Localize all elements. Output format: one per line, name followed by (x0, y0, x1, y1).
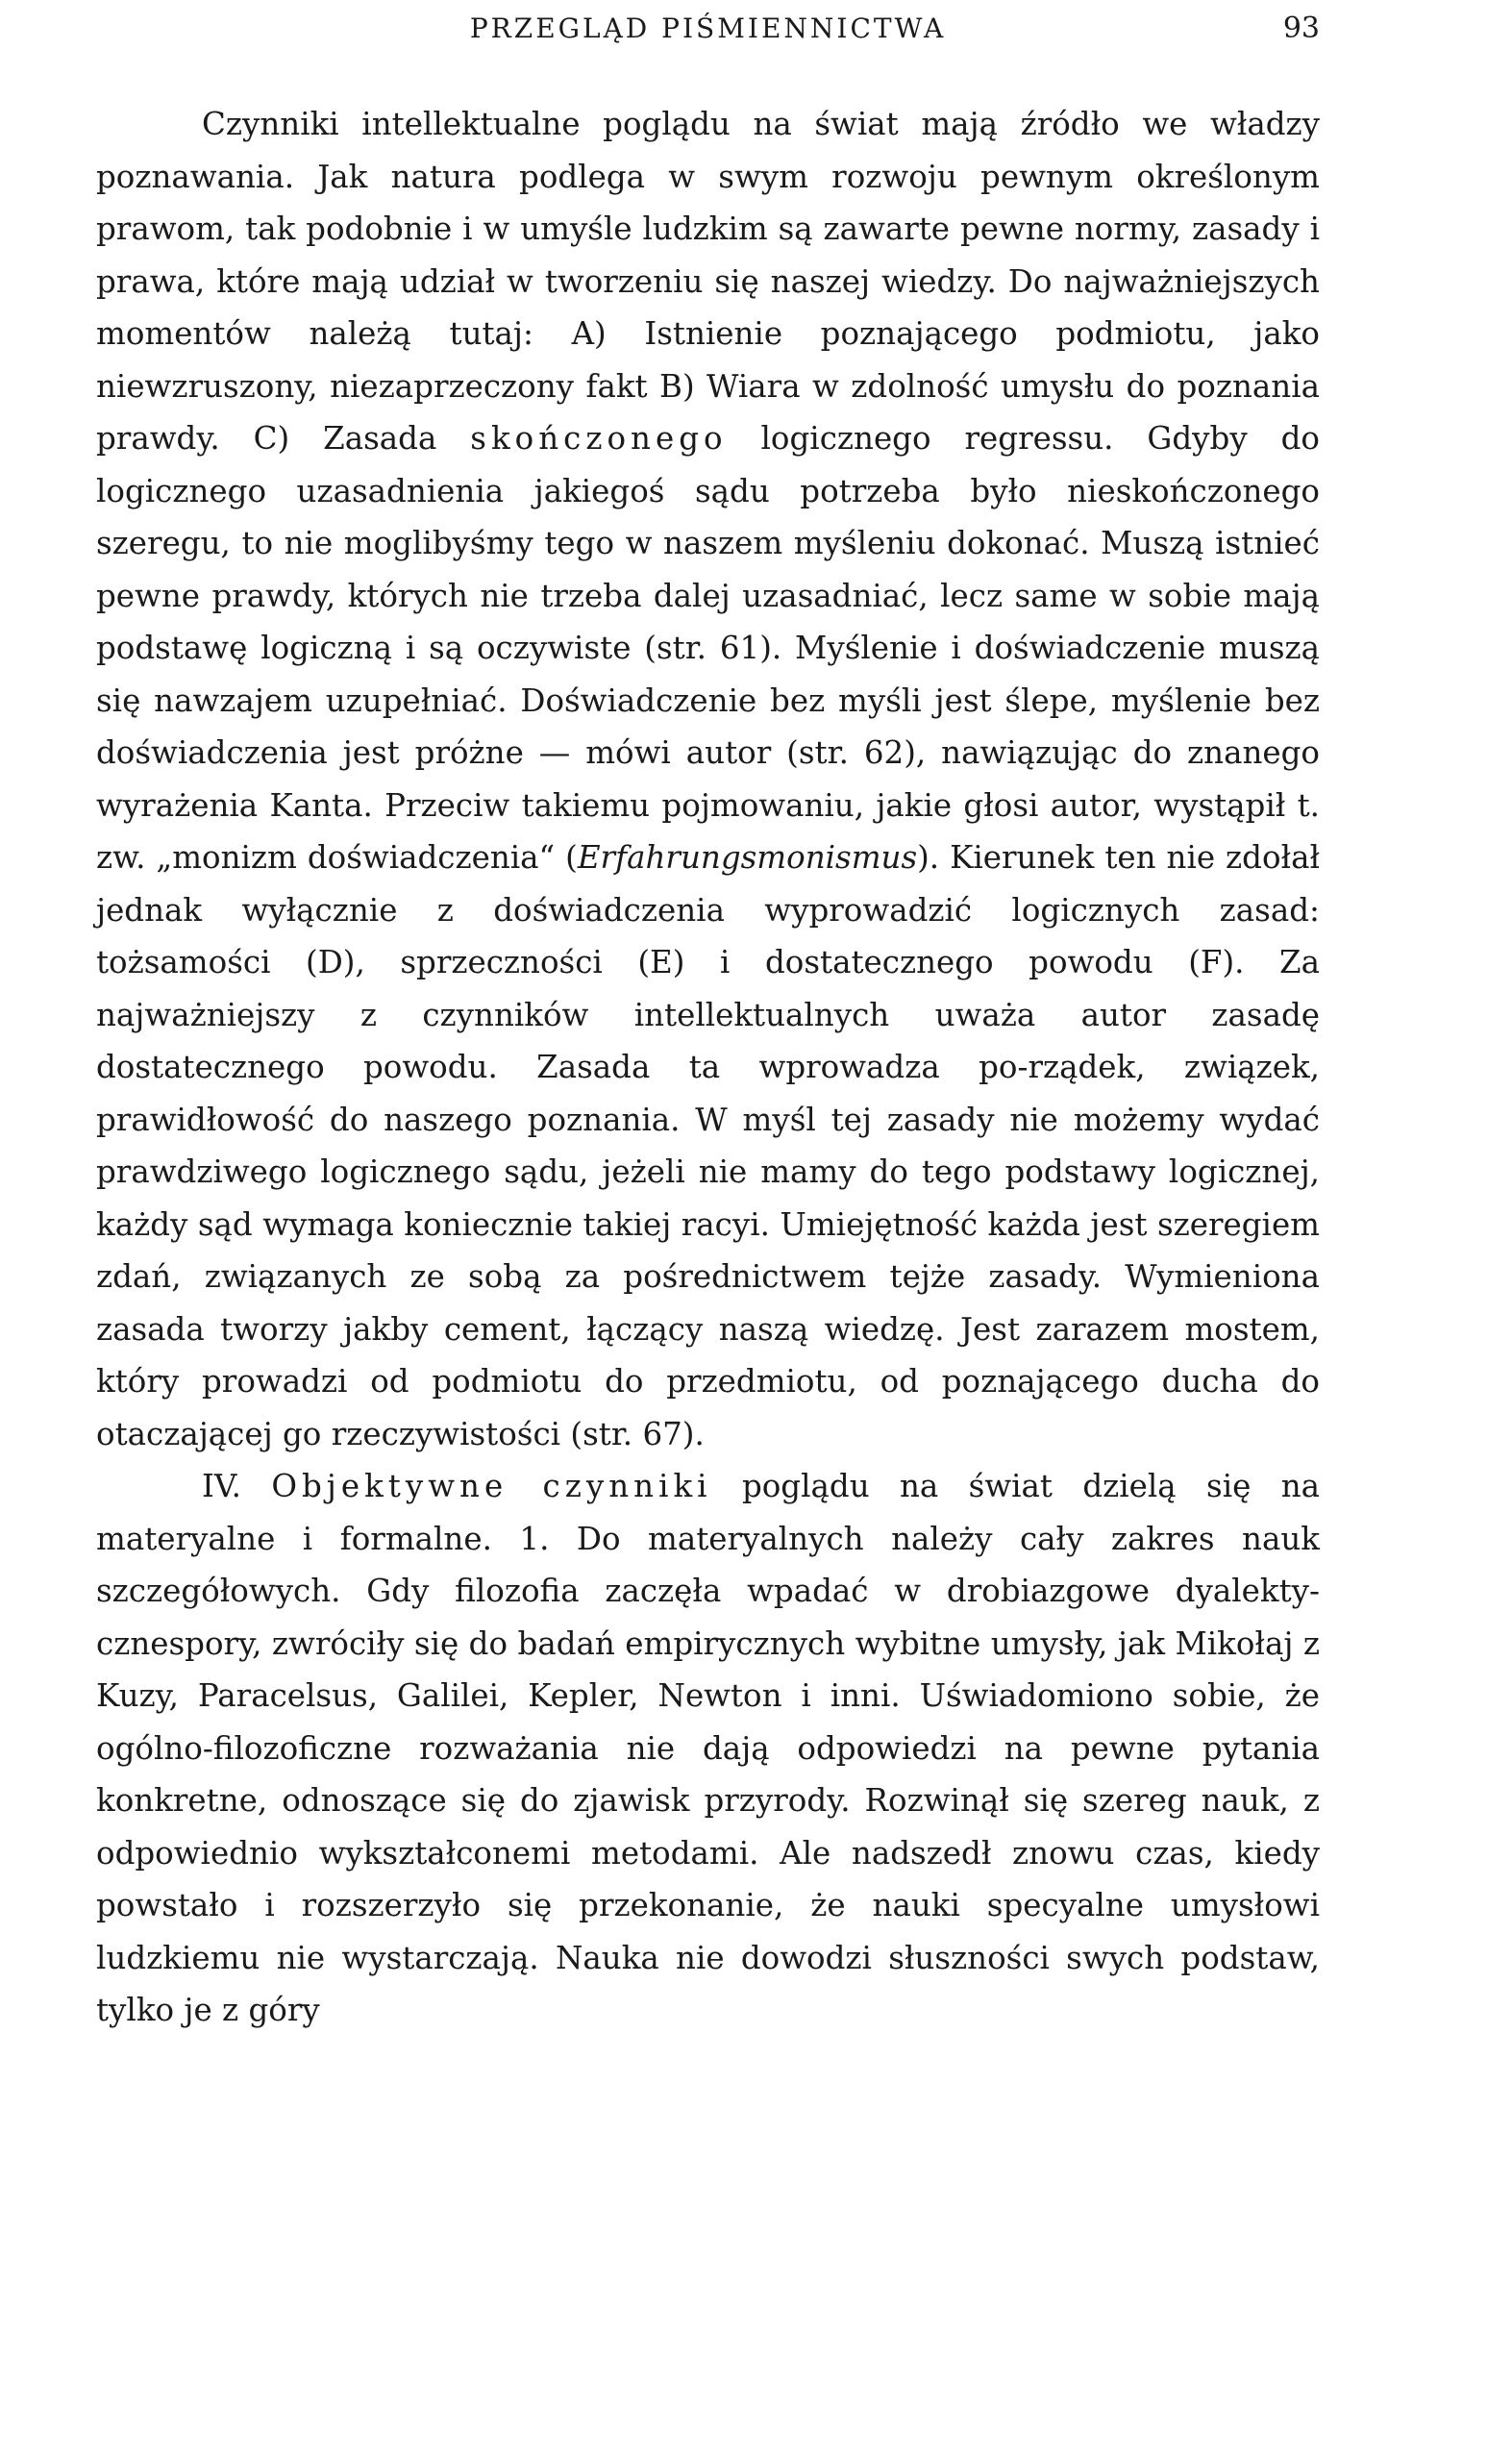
section-number: IV. (202, 1468, 272, 1504)
text-segment: poglądu na świat dzielą się na materyalne i formalne. 1. Do materyalnych należy cały zakres nauk szczegółowych. Gdy filozofia zaczęła wpadać w drobiazgowe dyalektycznespory, zwróciły się do badań empirycznych wybitne umysły, jak Mikołaj z Kuzy, Paracelsus, Galilei, Kepler, Newton i inni. Uświadomiono sobie, że ogólno-filozoficzne rozważania nie dają odpowiedzi na pewne pytania konkretne, odnoszące się do zjawisk przyrody. Rozwinął się szereg nauk, z odpowiednio wykształconemi metodami. Ale nadszedł znowu czas, kiedy powstało i rozszerzyło się przekonanie, że nauki specyalne umysłowi ludzkiemu nie wystarczają. Nauka nie dowodzi słuszności swych podstaw, tylko je z góry (96, 1468, 1320, 2028)
page-number: 93 (1282, 12, 1320, 45)
spaced-term: Objektywne czynniki (271, 1468, 712, 1504)
italic-term: Erfahrungsmonismus (577, 839, 918, 876)
text-segment: ). Kierunek ten nie zdołał jednak wyłącznie z doświadczenia wyprowadzić logicznych zasad: tożsamości (D), sprzeczności (E) i dostatecznego powodu (F). Za najważniejszy z czynników intellektualnych uważa autor zasadę dostatecznego powodu. Zasada ta wprowadza po-rządek, związek, prawidłowość do naszego poznania. W myśl tej zasady nie możemy wydać prawdziwego logicznego sądu, jeżeli nie mamy do tego podstawy logicznej, każdy sąd wymaga koniecznie takiej racyi. Umiejętność każda jest szeregiem zdań, związanych ze sobą za pośrednictwem tejże zasady. Wymieniona zasada tworzy jakby cement, łączący naszą wiedzę. Jest zarazem mostem, który prowadzi od podmiotu do przedmiotu, od poznającego ducha do otaczającej go rzeczywistości (str. 67). (96, 839, 1320, 1452)
text-segment: logicznego regressu. Gdyby do logicznego uzasadnienia jakiegoś sądu potrzeba było nieskończonego szeregu, to nie moglibyśmy tego w naszem myśleniu dokonać. Muszą istnieć pewne prawdy, których nie trzeba dalej uzasadniać, lecz same w sobie mają podstawę logiczną i są oczywiste (str. 61). Myślenie i doświadczenie muszą się nawzajem uzupełniać. Doświadczenie bez myśli jest ślepe, myślenie bez doświadczenia jest próżne — mówi autor (str. 62), nawiązując do znanego wyrażenia Kanta. Przeciw takiemu pojmowaniu, jakie głosi autor, wystąpił t. zw. „monizm doświadczenia“ ( (96, 420, 1320, 876)
text-segment: Czynniki intellektualne poglądu na świat mają źródło we władzy poznawania. Jak natura podlega w swym rozwoju pewnym określonym prawom, tak podobnie i w umyśle ludzkim są zawarte pewne normy, zasady i prawa, które mają udział w tworzeniu się naszej wiedzy. Do najważniejszych momentów należą tutaj: A) Istnienie poznającego podmiotu, jako niewzruszony, niezaprzeczony fakt B) Wiara w zdolność umysłu do poznania prawdy. C) Zasada (96, 106, 1320, 457)
running-title: PRZEGLĄD PIŚMIENNICTWA (469, 12, 947, 44)
spaced-term: skończonego (470, 420, 728, 457)
paragraph-2 (96, 1460, 1320, 2037)
running-head (96, 6, 1320, 52)
body-text (96, 98, 1320, 2037)
paragraph-1 (96, 98, 1320, 1460)
